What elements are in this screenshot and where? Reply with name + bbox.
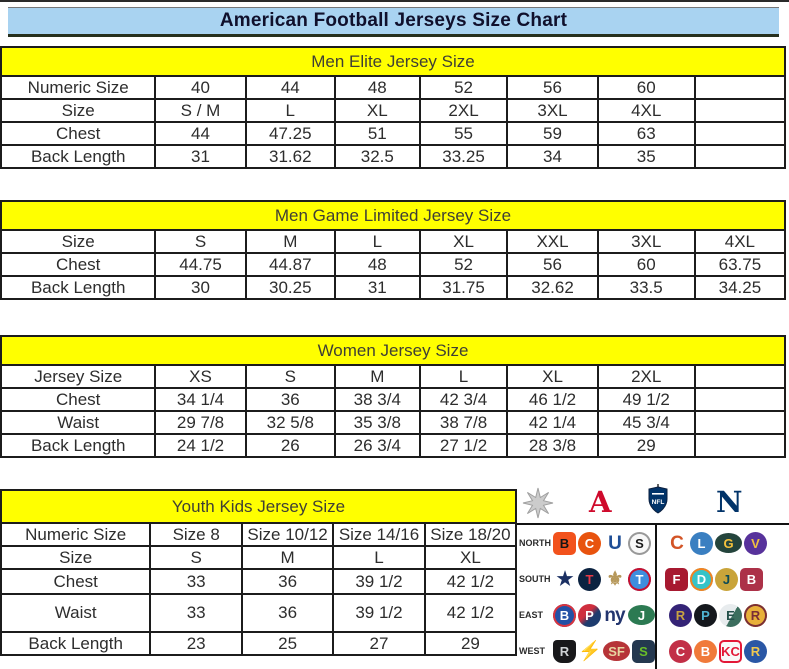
table-cell — [695, 365, 785, 388]
table-cell: 44 — [246, 76, 335, 99]
table-cell: Size 14/16 — [333, 523, 425, 546]
steelers-logo: S — [628, 532, 651, 555]
table-cell: 23 — [150, 632, 242, 655]
table-cell: M — [335, 365, 420, 388]
patriots-logo: P — [578, 604, 601, 627]
section-header: Youth Kids Jersey Size — [0, 489, 517, 522]
table-cell: 31.75 — [420, 276, 508, 299]
table-row — [1, 365, 785, 388]
table-cell: XL — [507, 365, 597, 388]
table-cell: XS — [155, 365, 245, 388]
table-row — [1, 546, 516, 569]
table-cell: 52 — [420, 76, 508, 99]
table-cell: 31 — [335, 276, 420, 299]
ravens-logo: R — [669, 604, 692, 627]
table-cell — [695, 434, 785, 457]
packers-logo: G — [715, 533, 742, 553]
table-cell: 27 1/2 — [420, 434, 508, 457]
nfc-team-group — [669, 640, 767, 663]
table-cell: 42 1/2 — [425, 569, 516, 594]
division-label: EAST — [519, 610, 544, 620]
table-cell: S — [155, 230, 245, 253]
division-row — [517, 562, 789, 596]
giants-logo: ny — [604, 604, 625, 626]
table-cell: 26 — [246, 434, 335, 457]
table-cell: 35 — [598, 145, 695, 168]
afc-logo: A — [589, 485, 612, 519]
table-cell: 34 — [507, 145, 597, 168]
table-cell: 33 — [150, 569, 242, 594]
division-row — [517, 598, 789, 632]
titans-logo: T — [628, 568, 651, 591]
row-label: Size — [1, 546, 150, 569]
table-cell: 36 — [242, 594, 333, 632]
table-cell: 26 3/4 — [335, 434, 420, 457]
table-row — [1, 122, 785, 145]
chargers-logo: ⚡ — [578, 640, 601, 662]
table-cell: L — [246, 99, 335, 122]
page-title: American Football Jerseys Size Chart — [8, 7, 779, 37]
table-cell: 44.87 — [246, 253, 335, 276]
section-header: Men Elite Jersey Size — [0, 46, 786, 75]
row-label: Back Length — [1, 632, 150, 655]
eagles-logo: E — [719, 604, 742, 627]
table-cell: 2XL — [598, 365, 695, 388]
table-cell: S / M — [155, 99, 245, 122]
row-label: Chest — [1, 253, 155, 276]
table-cell — [695, 145, 785, 168]
table-cell: 32 5/8 — [246, 411, 335, 434]
table-row — [1, 388, 785, 411]
table-cell: 38 3/4 — [335, 388, 420, 411]
table-cell: 48 — [335, 253, 420, 276]
vikings-logo: V — [744, 532, 767, 555]
table-cell: 52 — [420, 253, 508, 276]
row-label: Chest — [1, 569, 150, 594]
afc-team-group — [553, 640, 655, 663]
table-cell: 29 — [598, 434, 695, 457]
table-cell: 40 — [155, 76, 245, 99]
table-cell: 42 3/4 — [420, 388, 508, 411]
afc-team-group — [553, 604, 655, 627]
nfl-division-grid — [517, 525, 789, 669]
table-cell: 27 — [333, 632, 425, 655]
bengals-logo: B — [553, 532, 576, 555]
table-cell: 49 1/2 — [598, 388, 695, 411]
nfl-shield-text: NFL — [651, 499, 665, 506]
table-cell: 36 — [246, 388, 335, 411]
table-cell: 33 — [150, 594, 242, 632]
women-size-section — [0, 335, 786, 458]
row-label: Numeric Size — [1, 523, 150, 546]
table-cell: 39 1/2 — [333, 569, 425, 594]
table-cell: 63 — [598, 122, 695, 145]
row-label: Waist — [1, 411, 155, 434]
afc-team-group — [553, 568, 651, 591]
row-label: Back Length — [1, 276, 155, 299]
table-cell: 25 — [242, 632, 333, 655]
saints-logo: ⚜ — [606, 568, 623, 590]
table-row — [1, 253, 785, 276]
table-cell: 3XL — [507, 99, 597, 122]
nfc-team-group — [665, 568, 763, 591]
lions-logo: L — [690, 532, 713, 555]
table-cell: 28 3/8 — [507, 434, 597, 457]
buccaneers-logo: B — [740, 568, 763, 591]
row-label: Back Length — [1, 434, 155, 457]
row-label: Chest — [1, 388, 155, 411]
bills-logo: B — [553, 604, 576, 627]
row-label: Back Length — [1, 145, 155, 168]
panthers-logo: P — [694, 604, 717, 627]
table-cell: 34 1/4 — [155, 388, 245, 411]
table-cell: 31 — [155, 145, 245, 168]
table-row — [1, 76, 785, 99]
table-cell: 45 3/4 — [598, 411, 695, 434]
table-cell: 60 — [598, 76, 695, 99]
table-cell: 30 — [155, 276, 245, 299]
table-cell — [695, 411, 785, 434]
falcons-logo: F — [665, 568, 688, 591]
table-cell: XL — [420, 230, 508, 253]
redskins-logo: R — [744, 604, 767, 627]
table-cell: 3XL — [598, 230, 695, 253]
table-cell: 32.62 — [507, 276, 597, 299]
chiefs-logo: KC — [719, 640, 742, 663]
nfl-shield-icon — [647, 484, 669, 516]
table-row — [1, 523, 516, 546]
row-label: Chest — [1, 122, 155, 145]
jets-logo: J — [628, 605, 655, 625]
table-cell: XL — [335, 99, 420, 122]
division-label: WEST — [519, 646, 545, 656]
table-cell: 4XL — [695, 230, 785, 253]
table-cell: S — [150, 546, 242, 569]
table-cell: 42 1/2 — [425, 594, 516, 632]
bears-logo: C — [670, 532, 683, 554]
cowboys-logo: ★ — [556, 568, 573, 590]
table-cell — [695, 99, 785, 122]
table-cell: L — [333, 546, 425, 569]
afc-team-group — [553, 532, 651, 555]
jaguars-logo: J — [715, 568, 738, 591]
table-cell: 29 — [425, 632, 516, 655]
women-size-table — [0, 364, 786, 458]
table-cell: 39 1/2 — [333, 594, 425, 632]
men-game-limited-size-section — [0, 200, 786, 300]
table-cell: Size 8 — [150, 523, 242, 546]
table-row — [1, 99, 785, 122]
table-cell: 56 — [507, 76, 597, 99]
nfc-team-group — [665, 532, 767, 555]
table-cell: L — [420, 365, 508, 388]
table-cell: 44.75 — [155, 253, 245, 276]
table-cell: 35 3/8 — [335, 411, 420, 434]
table-row — [1, 276, 785, 299]
seahawks-logo: S — [632, 640, 655, 663]
table-cell: 30.25 — [246, 276, 335, 299]
table-cell: 48 — [335, 76, 420, 99]
nfl-panel-header — [517, 482, 789, 525]
section-header: Women Jersey Size — [0, 335, 786, 364]
table-cell: 33.5 — [598, 276, 695, 299]
table-cell: S — [246, 365, 335, 388]
table-cell: 51 — [335, 122, 420, 145]
table-cell — [695, 122, 785, 145]
men-game-limited-size-table — [0, 229, 786, 300]
table-cell: 59 — [507, 122, 597, 145]
table-cell: 36 — [242, 569, 333, 594]
men-elite-size-section — [0, 46, 786, 169]
table-cell — [695, 76, 785, 99]
table-cell: 32.5 — [335, 145, 420, 168]
table-row — [1, 632, 516, 655]
table-cell: 42 1/4 — [507, 411, 597, 434]
broncos-logo: B — [694, 640, 717, 663]
division-label: SOUTH — [519, 574, 551, 584]
row-label: Waist — [1, 594, 150, 632]
table-cell: 4XL — [598, 99, 695, 122]
youth-size-section — [0, 489, 517, 656]
table-row — [1, 230, 785, 253]
table-cell: 47.25 — [246, 122, 335, 145]
men-elite-size-table — [0, 75, 786, 169]
table-row — [1, 145, 785, 168]
forty-niners-logo: SF — [603, 641, 630, 661]
table-cell: XL — [425, 546, 516, 569]
section-header: Men Game Limited Jersey Size — [0, 200, 786, 229]
table-cell: 34.25 — [695, 276, 785, 299]
division-row — [517, 526, 789, 560]
table-cell: 31.62 — [246, 145, 335, 168]
table-row — [1, 411, 785, 434]
table-cell: 2XL — [420, 99, 508, 122]
table-cell: L — [335, 230, 420, 253]
division-row — [517, 634, 789, 668]
dolphins-logo: D — [690, 568, 713, 591]
table-cell: 44 — [155, 122, 245, 145]
division-label: NORTH — [519, 538, 551, 548]
table-cell — [695, 388, 785, 411]
row-label: Numeric Size — [1, 76, 155, 99]
table-row — [1, 434, 785, 457]
browns-logo: C — [578, 532, 601, 555]
table-row — [1, 594, 516, 632]
table-cell: 29 7/8 — [155, 411, 245, 434]
table-cell: 56 — [507, 253, 597, 276]
table-cell: 46 1/2 — [507, 388, 597, 411]
youth-size-table — [0, 522, 517, 656]
table-cell: M — [246, 230, 335, 253]
table-cell: 60 — [598, 253, 695, 276]
table-cell: Size 10/12 — [242, 523, 333, 546]
table-cell: Size 18/20 — [425, 523, 516, 546]
row-label: Jersey Size — [1, 365, 155, 388]
rams-logo: R — [744, 640, 767, 663]
table-cell: 33.25 — [420, 145, 508, 168]
table-cell: 38 7/8 — [420, 411, 508, 434]
row-label: Size — [1, 230, 155, 253]
table-cell: 63.75 — [695, 253, 785, 276]
table-row — [1, 569, 516, 594]
texans-logo: T — [578, 568, 601, 591]
table-cell: XXL — [507, 230, 597, 253]
row-label: Size — [1, 99, 155, 122]
cardinals-logo: C — [669, 640, 692, 663]
table-cell: 55 — [420, 122, 508, 145]
raiders-logo: R — [553, 640, 576, 663]
nfl-teams-panel — [517, 482, 789, 669]
table-cell: 24 1/2 — [155, 434, 245, 457]
table-cell: M — [242, 546, 333, 569]
nfc-team-group — [669, 604, 767, 627]
nfc-logo: N — [716, 485, 743, 519]
starburst-icon — [522, 487, 554, 519]
colts-logo: U — [608, 532, 621, 554]
